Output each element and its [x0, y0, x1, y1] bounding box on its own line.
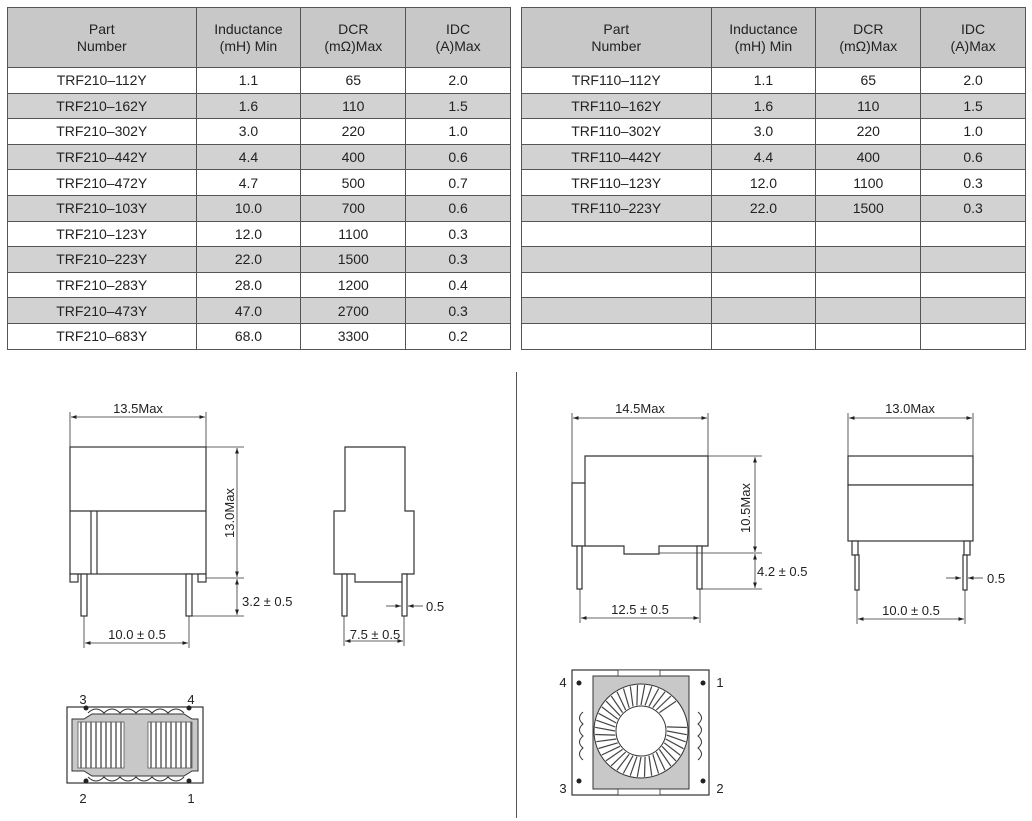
table-cell: 2.0: [406, 68, 511, 94]
dim-width-label: 13.5Max: [113, 401, 163, 416]
table-cell: 47.0: [196, 298, 301, 324]
table-cell: 28.0: [196, 272, 301, 298]
dim-pitch-label: 12.5 ± 0.5: [611, 602, 669, 617]
column-header-line: (mH) Min: [734, 37, 793, 54]
table-cell: 3300: [301, 323, 406, 349]
table-cell: TRF210–123Y: [8, 221, 197, 247]
table-cell: 110: [816, 93, 921, 119]
column-header-line: (mΩ)Max: [839, 37, 898, 54]
table-cell: 1.0: [406, 119, 511, 145]
table-cell: 1500: [816, 195, 921, 221]
pin-label: 2: [716, 781, 724, 796]
table-cell: TRF110–123Y: [522, 170, 712, 196]
column-header-line: (A)Max: [435, 37, 481, 54]
column-header-line: Inductance: [729, 20, 798, 37]
winding-turn: [667, 727, 687, 728]
table-cell: TRF110–162Y: [522, 93, 712, 119]
column-header-line: IDC: [961, 20, 986, 37]
right-side-view: [848, 456, 973, 590]
column-header-line: Part: [603, 20, 630, 37]
table-cell: 10.0: [196, 195, 301, 221]
dim-pin-label: 0.5: [987, 571, 1006, 586]
pin-label: 4: [187, 692, 195, 707]
column-header-line: Inductance: [214, 20, 283, 37]
table-cell: TRF210–283Y: [8, 272, 197, 298]
table-cell: TRF110–302Y: [522, 119, 712, 145]
table-cell: TRF210–683Y: [8, 323, 197, 349]
table-cell: 3.0: [196, 119, 301, 145]
column-header-line: Part: [88, 20, 115, 37]
column-header-line: Number: [591, 37, 642, 54]
table-cell: 1100: [301, 221, 406, 247]
table-cell: 0.4: [406, 272, 511, 298]
table-cell: TRF210–442Y: [8, 144, 197, 170]
table-cell: 400: [301, 144, 406, 170]
table-cell: 0.3: [921, 195, 1026, 221]
right-bottom-view: [572, 670, 709, 795]
left-bottom-view: [67, 706, 203, 784]
table-cell: 4.4: [196, 144, 301, 170]
table-cell: 0.7: [406, 170, 511, 196]
table-cell: 1.6: [196, 93, 301, 119]
pin-label: 1: [716, 675, 724, 690]
column-header-line: IDC: [446, 20, 471, 37]
right-front-view: [572, 456, 708, 589]
table-cell: 1.1: [196, 68, 301, 94]
table-cell: 4.7: [196, 170, 301, 196]
dim-height-label: 10.5Max: [738, 483, 753, 533]
table-cell: TRF210–302Y: [8, 119, 197, 145]
winding-turn: [595, 735, 615, 736]
table-cell: TRF110–223Y: [522, 195, 712, 221]
table-cell: 110: [301, 93, 406, 119]
table-cell: 700: [301, 195, 406, 221]
table-cell: TRF210–223Y: [8, 247, 197, 273]
dim-side-pitch-label: 7.5 ± 0.5: [349, 627, 401, 642]
table-cell: 0.3: [921, 170, 1026, 196]
table-cell: TRF210–162Y: [8, 93, 197, 119]
table-cell: 65: [816, 68, 921, 94]
table-cell: 4.4: [711, 144, 816, 170]
dim-standoff-label: 3.2 ± 0.5: [242, 594, 293, 609]
table-cell: 65: [301, 68, 406, 94]
left-side-view: [334, 447, 414, 616]
table-cell: 1.1: [711, 68, 816, 94]
table-cell: 2700: [301, 298, 406, 324]
pin-label: 1: [187, 791, 195, 806]
winding-turn: [637, 685, 638, 705]
table-cell: TRF110–112Y: [522, 68, 712, 94]
table-cell: 1.5: [406, 93, 511, 119]
table-cell: 220: [816, 119, 921, 145]
table-cell: 2.0: [921, 68, 1026, 94]
pin-label: 2: [79, 791, 87, 806]
table-cell: 1100: [816, 170, 921, 196]
table-cell: 22.0: [711, 195, 816, 221]
column-header-line: Number: [76, 37, 127, 54]
table-cell: 0.3: [406, 247, 511, 273]
table-cell: 68.0: [196, 323, 301, 349]
table-cell: 0.2: [406, 323, 511, 349]
table-cell: 400: [816, 144, 921, 170]
table-cell: 500: [301, 170, 406, 196]
table-cell: TRF110–442Y: [522, 144, 712, 170]
pin-label: 4: [559, 675, 567, 690]
table-cell: 12.0: [711, 170, 816, 196]
table-cell: 0.6: [406, 144, 511, 170]
pin-label: 3: [79, 692, 87, 707]
table-cell: 22.0: [196, 247, 301, 273]
table-cell: 12.0: [196, 221, 301, 247]
column-header-line: DCR: [338, 20, 369, 37]
table-cell: 0.6: [921, 144, 1026, 170]
dim-pitch-label: 10.0 ± 0.5: [108, 627, 166, 642]
table-cell: 1.6: [711, 93, 816, 119]
column-header-line: (mΩ)Max: [324, 37, 383, 54]
table-cell: 220: [301, 119, 406, 145]
column-header-line: DCR: [853, 20, 884, 37]
column-header-line: (mH) Min: [219, 37, 278, 54]
table-cell: 1200: [301, 272, 406, 298]
table-cell: 0.3: [406, 298, 511, 324]
dim-side-pitch-label: 10.0 ± 0.5: [882, 603, 940, 618]
table-cell: TRF210–472Y: [8, 170, 197, 196]
table-cell: 3.0: [711, 119, 816, 145]
table-cell: TRF210–112Y: [8, 68, 197, 94]
table-cell: 1.0: [921, 119, 1026, 145]
left-front-view: [70, 447, 206, 616]
table-cell: 1.5: [921, 93, 1026, 119]
table-cell: TRF210–103Y: [8, 195, 197, 221]
pin-label: 3: [559, 781, 567, 796]
table-cell: 0.6: [406, 195, 511, 221]
table-cell: TRF210–473Y: [8, 298, 197, 324]
dim-width-label: 14.5Max: [615, 401, 665, 416]
table-cell: 0.3: [406, 221, 511, 247]
column-header-line: (A)Max: [950, 37, 996, 54]
dim-height-label: 13.0Max: [222, 488, 237, 538]
dim-pin-label: 0.5: [426, 599, 445, 614]
dim-standoff-label: 4.2 ± 0.5: [757, 564, 808, 579]
winding-turn: [645, 757, 646, 777]
dim-side-width-label: 13.0Max: [885, 401, 935, 416]
table-cell: 1500: [301, 247, 406, 273]
